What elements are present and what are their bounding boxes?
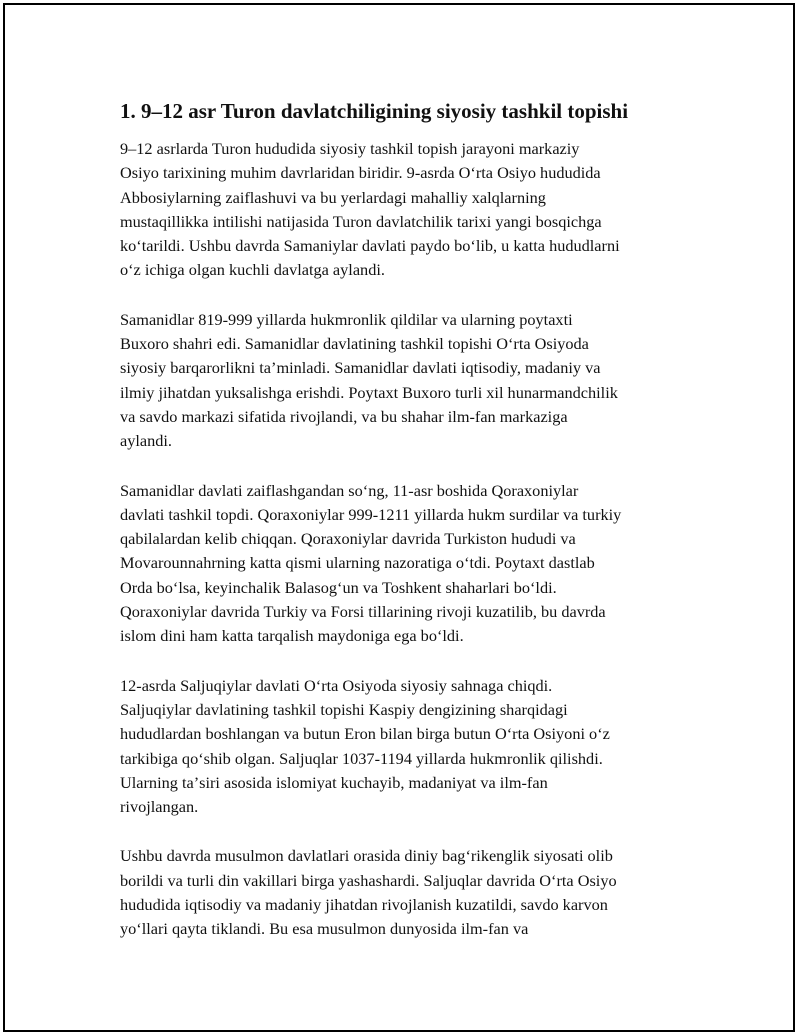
text-line: hududlardan boshlangan va butun Eron bilan birga butun Oʻrta Osiyoni oʻz bbox=[120, 724, 610, 744]
text-line: yoʻllari qayta tiklandi. Bu esa musulmon dunyosida ilm-fan va bbox=[120, 919, 529, 939]
text-line: davlati tashkil topdi. Qoraxoniylar 999-1211 yillarda hukm surdilar va turkiy bbox=[120, 504, 622, 524]
text-line: islom dini ham katta tarqalish maydoniga ega boʻldi. bbox=[120, 626, 464, 646]
text-line: Qoraxoniylar davrida Turkiy va Forsi tillarining rivoji kuzatilib, bu davrda bbox=[120, 602, 606, 622]
page-frame bbox=[3, 3, 795, 1032]
text-line: siyosiy barqarorlikni taʼminladi. Samanidlar davlati iqtisodiy, madaniy va bbox=[120, 358, 601, 378]
text-line: Ularning taʼsiri asosida islomiyat kuchayib, madaniyat va ilm-fan bbox=[120, 772, 548, 792]
text-line: tarkibiga qoʻshib olgan. Saljuqlar 1037-1194 yillarda hukmronlik qilishdi. bbox=[120, 748, 603, 768]
text-line: ilmiy jihatdan yuksalishga erishdi. Poytaxt Buxoro turli xil hunarmandchilik bbox=[120, 382, 618, 402]
text-line: 9–12 asrlarda Turon hududida siyosiy tashkil topish jarayoni markaziy bbox=[120, 139, 580, 158]
text-line: Ushbu davrda musulmon davlatlari orasida diniy bagʻrikenglik siyosati olib bbox=[120, 846, 613, 866]
paragraph bbox=[120, 844, 700, 941]
text-line: rivojlangan. bbox=[120, 797, 199, 817]
text-line: borildi va turli din vakillari birga yashashardi. Saljuqlar davrida Oʻrta Osiyo bbox=[120, 870, 617, 890]
paragraph bbox=[120, 137, 700, 283]
text-line: hududida iqtisodiy va madaniy jihatdan rivojlanish kuzatildi, savdo karvon bbox=[120, 895, 608, 915]
text-line: Orda boʻlsa, keyinchalik Balasogʻun va Toshkent shaharlari boʻldi. bbox=[120, 577, 557, 597]
text-line: mustaqillikka intilishi natijasida Turon davlatchilik tarixi yangi bosqichga bbox=[120, 211, 602, 231]
text-line: koʻtarildi. Ushbu davrda Samaniylar davlati paydo boʻlib, u katta hududlarni bbox=[120, 236, 620, 256]
text-line: Movarounnahrning katta qismi ularning nazoratiga oʻtdi. Poytaxt dastlab bbox=[120, 553, 595, 573]
text-line: Samanidlar 819-999 yillarda hukmronlik qildilar va ularning poytaxti bbox=[120, 309, 573, 329]
text-line: Abbosiylarning zaiflashuvi va bu yerlardagi mahalliy xalqlarning bbox=[120, 187, 546, 207]
text-line: Osiyo tarixining muhim davrlaridan biridir. 9-asrda Oʻrta Osiyo hududida bbox=[120, 163, 601, 183]
paragraph bbox=[120, 479, 700, 649]
paragraph bbox=[120, 674, 700, 820]
paragraph bbox=[120, 308, 700, 454]
document-body bbox=[120, 97, 700, 967]
text-line: Buxoro shahri edi. Samanidlar davlatining tashkil topishi Oʻrta Osiyoda bbox=[120, 334, 589, 354]
text-line: aylandi. bbox=[120, 431, 172, 451]
text-line: qabilalardan kelib chiqqan. Qoraxoniylar davrida Turkiston hududi va bbox=[120, 529, 576, 549]
text-line: oʻz ichiga olgan kuchli davlatga aylandi. bbox=[120, 260, 385, 280]
text-line: va savdo markazi sifatida rivojlandi, va bu shahar ilm-fan markaziga bbox=[120, 406, 568, 426]
text-line: 12-asrda Saljuqiylar davlati Oʻrta Osiyoda siyosiy sahnaga chiqdi. bbox=[120, 675, 553, 695]
document-title: 1. 9–12 asr Turon davlatchiligining siyosiy tashkil topishi bbox=[120, 99, 629, 123]
text-line: Samanidlar davlati zaiflashgandan soʻng, 11-asr boshida Qoraxoniylar bbox=[120, 480, 579, 500]
text-line: Saljuqiylar davlatining tashkil topishi Kaspiy dengizining sharqidagi bbox=[120, 699, 568, 719]
